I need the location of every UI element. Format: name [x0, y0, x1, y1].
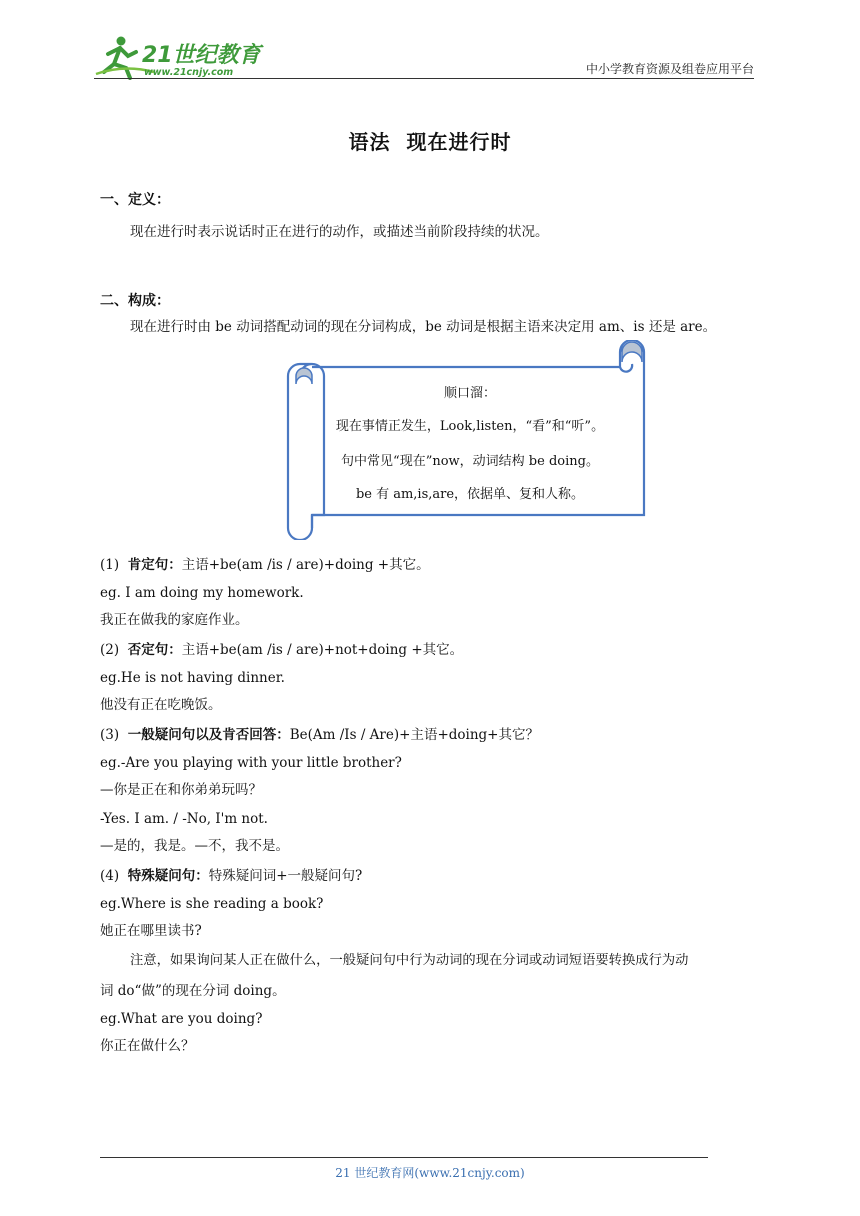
example-cn: —你是正在和你弟弟玩吗？: [100, 782, 262, 798]
rhyme-line-2: 句中常见“现在”now，动词结构 be doing。: [341, 454, 599, 469]
header-divider: [94, 78, 754, 79]
note-line-1: 注意，如果询问某人正在做什么，一般疑问句中行为动词的现在分词或动词短语要转换成行为动: [130, 953, 689, 968]
example-cn: 我正在做我的家庭作业。: [100, 612, 249, 628]
item-label: 一般疑问句以及肯否回答：: [127, 727, 290, 743]
section-definition-body: 现在进行时表示说话时正在进行的动作，或描述当前阶段持续的状况。: [130, 224, 549, 240]
item-rule: 主语+be(am /is / are)+not+doing +其它。: [181, 642, 464, 658]
item-wh-question: [100, 866, 362, 886]
svg-text:21世纪教育: 21世纪教育: [142, 43, 261, 68]
logo: [94, 34, 264, 80]
rhyme-scroll: [282, 340, 652, 540]
rhyme-line-1: 现在事情正发生，Look,listen，“看”和“听”。: [335, 419, 605, 434]
example-cn: 她正在哪里读书?: [100, 923, 202, 939]
example-en: eg.Where is she reading a book?: [100, 896, 324, 912]
section-structure-heading: 二、构成：: [100, 293, 170, 309]
example-en: eg.What are you doing?: [100, 1011, 263, 1027]
rhyme-title: 顺口溜：: [443, 386, 496, 401]
rhyme-line-3: be 有 am,is,are，依据单、复和人称。: [355, 487, 585, 502]
item-number: (2): [100, 642, 120, 658]
footer-link[interactable]: 21 世纪教育网(www.21cnjy.com): [335, 1166, 525, 1180]
item-rule: Be(Am /Is / Are)+主语+doing+其它？: [289, 727, 539, 743]
item-number: (1): [100, 557, 120, 573]
footer-divider: [100, 1157, 708, 1158]
item-affirmative: [100, 555, 430, 575]
page-title: 语法 现在进行时: [348, 130, 512, 154]
item-number: (4): [100, 868, 120, 884]
example-en: eg. I am doing my homework.: [100, 585, 304, 601]
item-number: (3): [100, 727, 120, 743]
svg-text:www.21cnjy.com: www.21cnjy.com: [144, 67, 234, 78]
example-cn: 你正在做什么？: [100, 1038, 195, 1054]
example-cn: 他没有正在吃晚饭。: [100, 697, 222, 713]
item-negative: [100, 640, 463, 660]
platform-name: 中小学教育资源及组卷应用平台: [585, 62, 754, 76]
item-rule: 特殊疑问词+一般疑问句?: [208, 868, 363, 884]
example-answer-cn: —是的，我是。—不，我不是。: [100, 838, 289, 854]
item-label: 肯定句：: [127, 557, 182, 573]
section-definition-heading: 一、定义：: [100, 192, 170, 208]
item-label: 否定句：: [127, 642, 182, 658]
section-structure-body: 现在进行时由 be 动词搭配动词的现在分词构成，be 动词是根据主语来决定用 am、is 还是 are。: [130, 319, 717, 335]
example-en: eg.-Are you playing with your little brother?: [100, 755, 402, 771]
item-label: 特殊疑问句：: [127, 868, 209, 884]
item-rule: 主语+be(am /is / are)+doing +其它。: [181, 557, 430, 573]
example-en: eg.He is not having dinner.: [100, 670, 285, 686]
item-yes-no-question: [100, 725, 539, 745]
note-line-2: 词 do“做”的现在分词 doing。: [100, 983, 286, 999]
example-answer-en: -Yes. I am. / -No, I'm not.: [100, 811, 268, 827]
